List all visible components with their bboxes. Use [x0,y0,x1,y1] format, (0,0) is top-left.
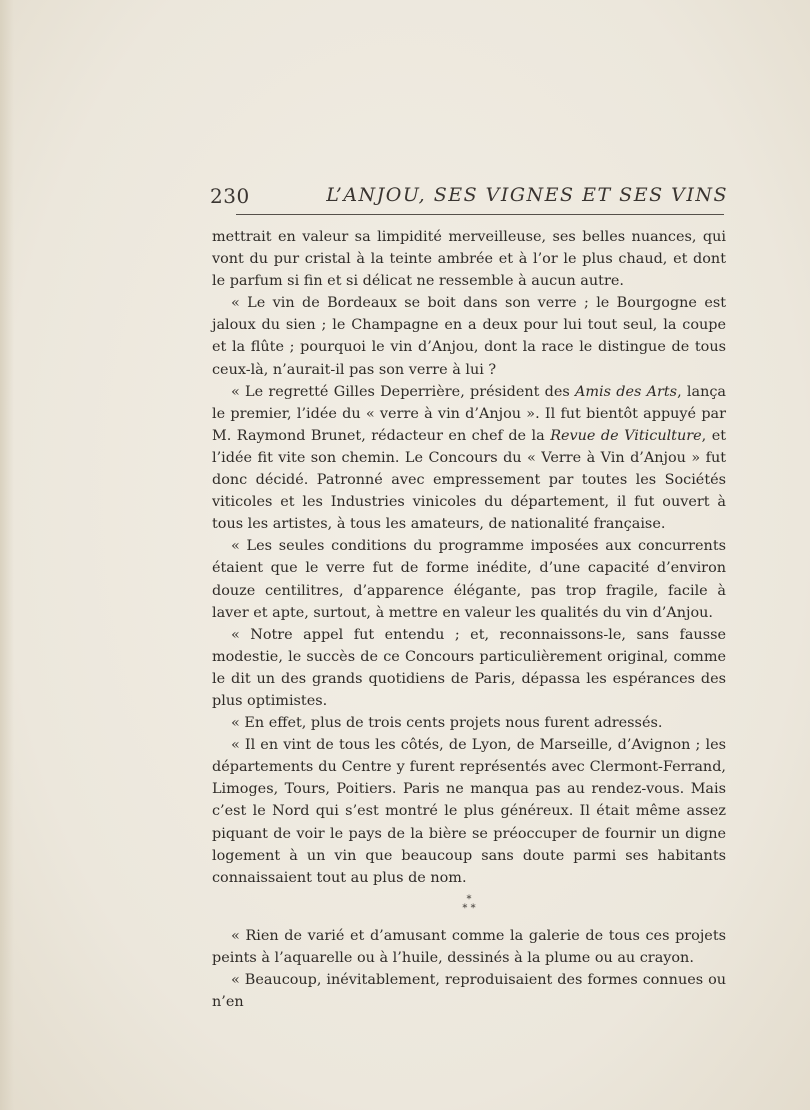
paragraph: « Notre appel fut entendu ; et, reconnaissons-le, sans fausse modestie, le succès de ce Concours particulièrement original, comme le dit un des grands quotidiens de Paris, dépassa les espérances des plus optimistes. [212,626,726,709]
section-asterism [212,895,726,913]
paragraph: mettrait en valeur sa limpidité merveilleuse, ses belles nuances, qui vont du pur cristal à la teinte ambrée et à l’or le plus chaud, et dont le parfum si fin et si délicat ne ressemble à aucun autre. [212,229,726,290]
text-run: « Le regretté Gilles Deperrière, président des [231,383,575,400]
page-spine-shadow [0,0,14,1110]
asterism-bottom: * * [462,902,476,914]
paragraph: « Beaucoup, inévitablement, reproduisaient des formes connues ou n’en [212,972,726,1011]
asterism-top: * [466,893,472,905]
italic-text: Amis des Arts [575,383,678,400]
paragraph: « Les seules conditions du programme imposées aux concurrents étaient que le verre fut de forme inédite, d’une capacité d’environ douze centilitres, d’apparence élégante, pas trop fragile, facile à laver et apte, surtout, à mettre en valeur les qualités du vin d’Anjou. [212,538,726,621]
body-text [212,226,726,1013]
paragraph: « En effet, plus de trois cents projets nous furent adressés. [231,715,663,732]
header-rule [236,214,724,215]
paragraph [212,381,726,536]
running-title: L’ANJOU, SES VIGNES ET SES VINS [326,184,728,206]
italic-text: Revue de Viticulture [550,427,702,444]
page-number: 230 [210,184,250,208]
paragraph: « Le vin de Bordeaux se boit dans son verre ; le Bourgogne est jaloux du sien ; le Champagne en a deux pour lui tout seul, la coupe et la flûte ; pourquoi le vin d’Anjou, dont la race le distingue de tous ceux-là, n’aurait-il pas son verre à lui ? [212,295,726,378]
text-run: , et l’idée fit vite son chemin. Le Concours du « Verre à Vin d’Anjou » fut donc décidé. Patronné avec empressement par toutes les Sociétés viticoles et les Industries vinicoles du département, il fut ouvert à tous les artistes, à tous les amateurs, de nationalité française. [212,427,726,533]
text-run: , lança le premier, l’idée du « verre à vin d’Anjou ». Il fut bientôt appuyé par M. Raymond Brunet, rédacteur en chef de la [212,383,726,444]
paragraph: « Rien de varié et d’amusant comme la galerie de tous ces projets peints à l’aquarelle ou à l’huile, dessinés à la plume ou au crayon. [212,927,726,966]
page-header [210,182,728,216]
paragraph: « Il en vint de tous les côtés, de Lyon, de Marseille, d’Avignon ; les départements du Centre y furent représentés avec Clermont-Ferrand, Limoges, Tours, Poitiers. Paris ne manqua pas au rendez-vous. Mais c’est le Nord qui s’est montré le plus généreux. Il était même assez piquant de voir le pays de la bière se préoccuper de fournir un digne logement à un vin que beaucoup sans doute parmi ses habitants connaissaient tout au plus de nom. [212,737,726,886]
